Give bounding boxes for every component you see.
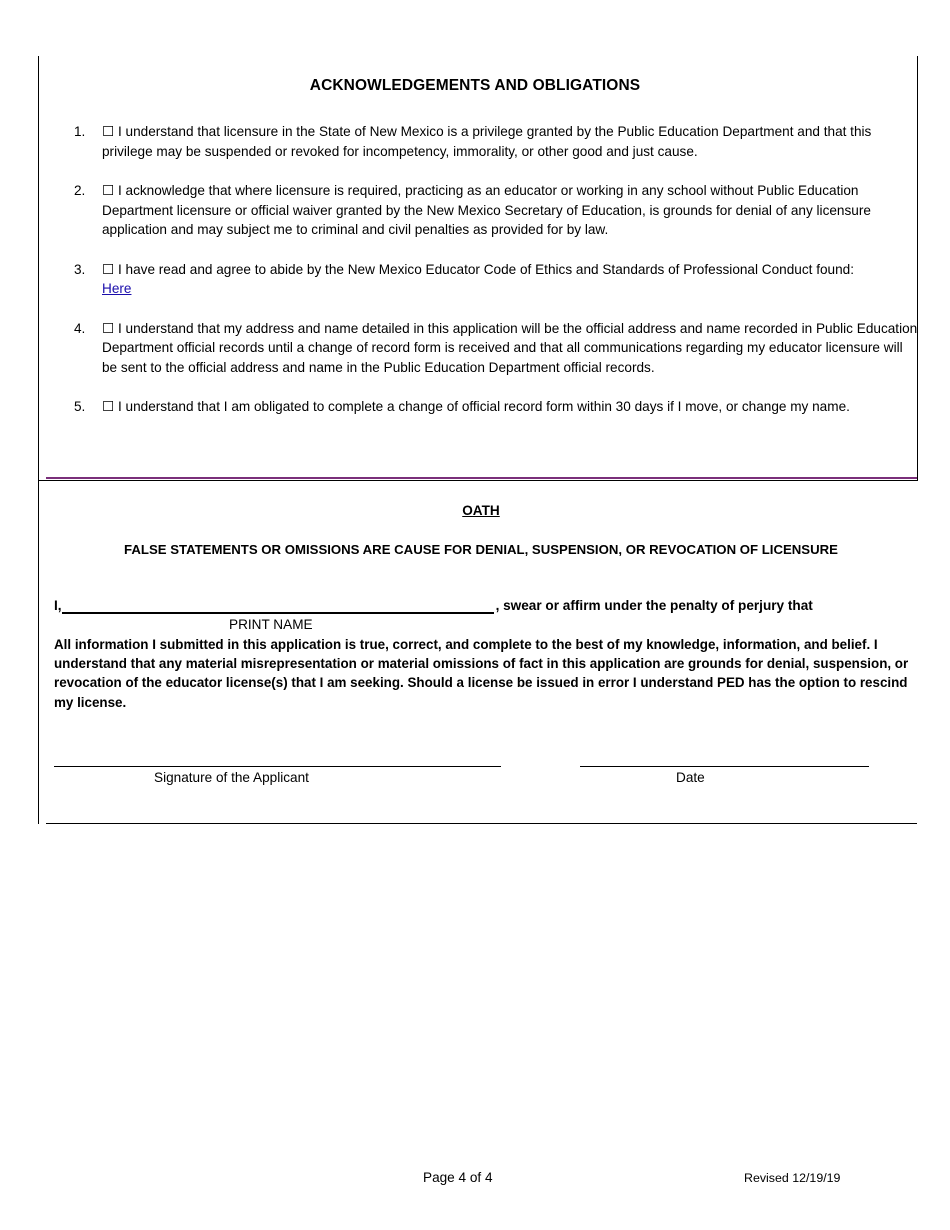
print-name-field[interactable] [62, 612, 494, 614]
page-number: Page 4 of 4 [423, 1170, 493, 1185]
section-divider-underline [38, 480, 918, 481]
signature-field[interactable] [54, 766, 501, 767]
acknowledgement-item-5 [60, 397, 920, 417]
swear-suffix: , swear or affirm under the penalty of perjury that [495, 598, 813, 613]
date-field[interactable] [580, 766, 869, 767]
swear-statement [54, 598, 813, 613]
item-number: 2. [74, 183, 86, 198]
section-heading: ACKNOWLEDGEMENTS AND OBLIGATIONS [309, 77, 641, 94]
item-number: 3. [74, 261, 86, 277]
acknowledgement-checkbox-2[interactable]: ☐ [102, 183, 115, 198]
acknowledgement-text: I acknowledge that where licensure is required, practicing as an educator or working in any school without Public Education Department licensure or official waiver granted by the New Mexico Secretary of Education, is grounds for denial of any licensure application and may subject me to criminal and civil penalties as provided for by law. [102, 183, 871, 237]
frame-left-border [38, 56, 39, 824]
date-label: Date [676, 770, 705, 785]
section-divider [46, 477, 917, 479]
acknowledgement-item-2 [60, 181, 920, 240]
acknowledgement-list [60, 122, 920, 417]
oath-title: OATH [462, 503, 500, 518]
acknowledgement-checkbox-5[interactable]: ☐ [102, 399, 115, 414]
oath-bottom-border [46, 823, 917, 824]
item-number: 1. [74, 124, 86, 139]
acknowledgement-text: I have read and agree to abide by the New Mexico Educator Code of Ethics and Standards of Professional Conduct found: [117, 261, 854, 277]
acknowledgement-checkbox-4[interactable]: ☐ [102, 320, 115, 336]
revision-date: Revised 12/19/19 [744, 1171, 841, 1185]
signature-label: Signature of the Applicant [154, 770, 309, 785]
oath-warning: FALSE STATEMENTS OR OMISSIONS ARE CAUSE FOR DENIAL, SUSPENSION, OR REVOCATION OF LICENSURE [124, 542, 838, 557]
acknowledgement-item-4 [60, 319, 920, 378]
acknowledgement-item-3 [60, 260, 920, 299]
code-of-ethics-link[interactable]: Here [102, 281, 132, 296]
print-name-label: PRINT NAME [229, 617, 313, 632]
swear-prefix: I, [54, 598, 62, 613]
item-number: 5. [74, 399, 86, 414]
acknowledgement-checkbox-1[interactable]: ☐ [102, 124, 115, 139]
item-number: 4. [74, 320, 86, 336]
acknowledgement-text: I understand that licensure in the State of New Mexico is a privilege granted by the Public Education Department and that this privilege may be suspended or revoked for incompetency, immorality, or other good and just cause. [102, 124, 872, 159]
oath-statement: All information I submitted in this application is true, correct, and complete to the best of my knowledge, information, and belief. I understand that any material misrepresentation or material omissions of fact in this application are grounds for denial, suspension, or revocation of the educator license(s) that I am seeking. Should a license be issued in error I understand PED has the option to rescind my license. [54, 637, 909, 710]
acknowledgement-checkbox-3[interactable]: ☐ [102, 261, 115, 277]
acknowledgement-text: I understand that my address and name detailed in this application will be the official address and name recorded in Public Education Department official records until a change of record form is received and that all communications regarding my educator licensure will be sent to the official address and name in the Public Education Department official records. [102, 320, 918, 375]
acknowledgement-item-1 [60, 122, 920, 161]
acknowledgement-text: I understand that I am obligated to complete a change of official record form within 30 days if I move, or change my name. [117, 399, 850, 414]
